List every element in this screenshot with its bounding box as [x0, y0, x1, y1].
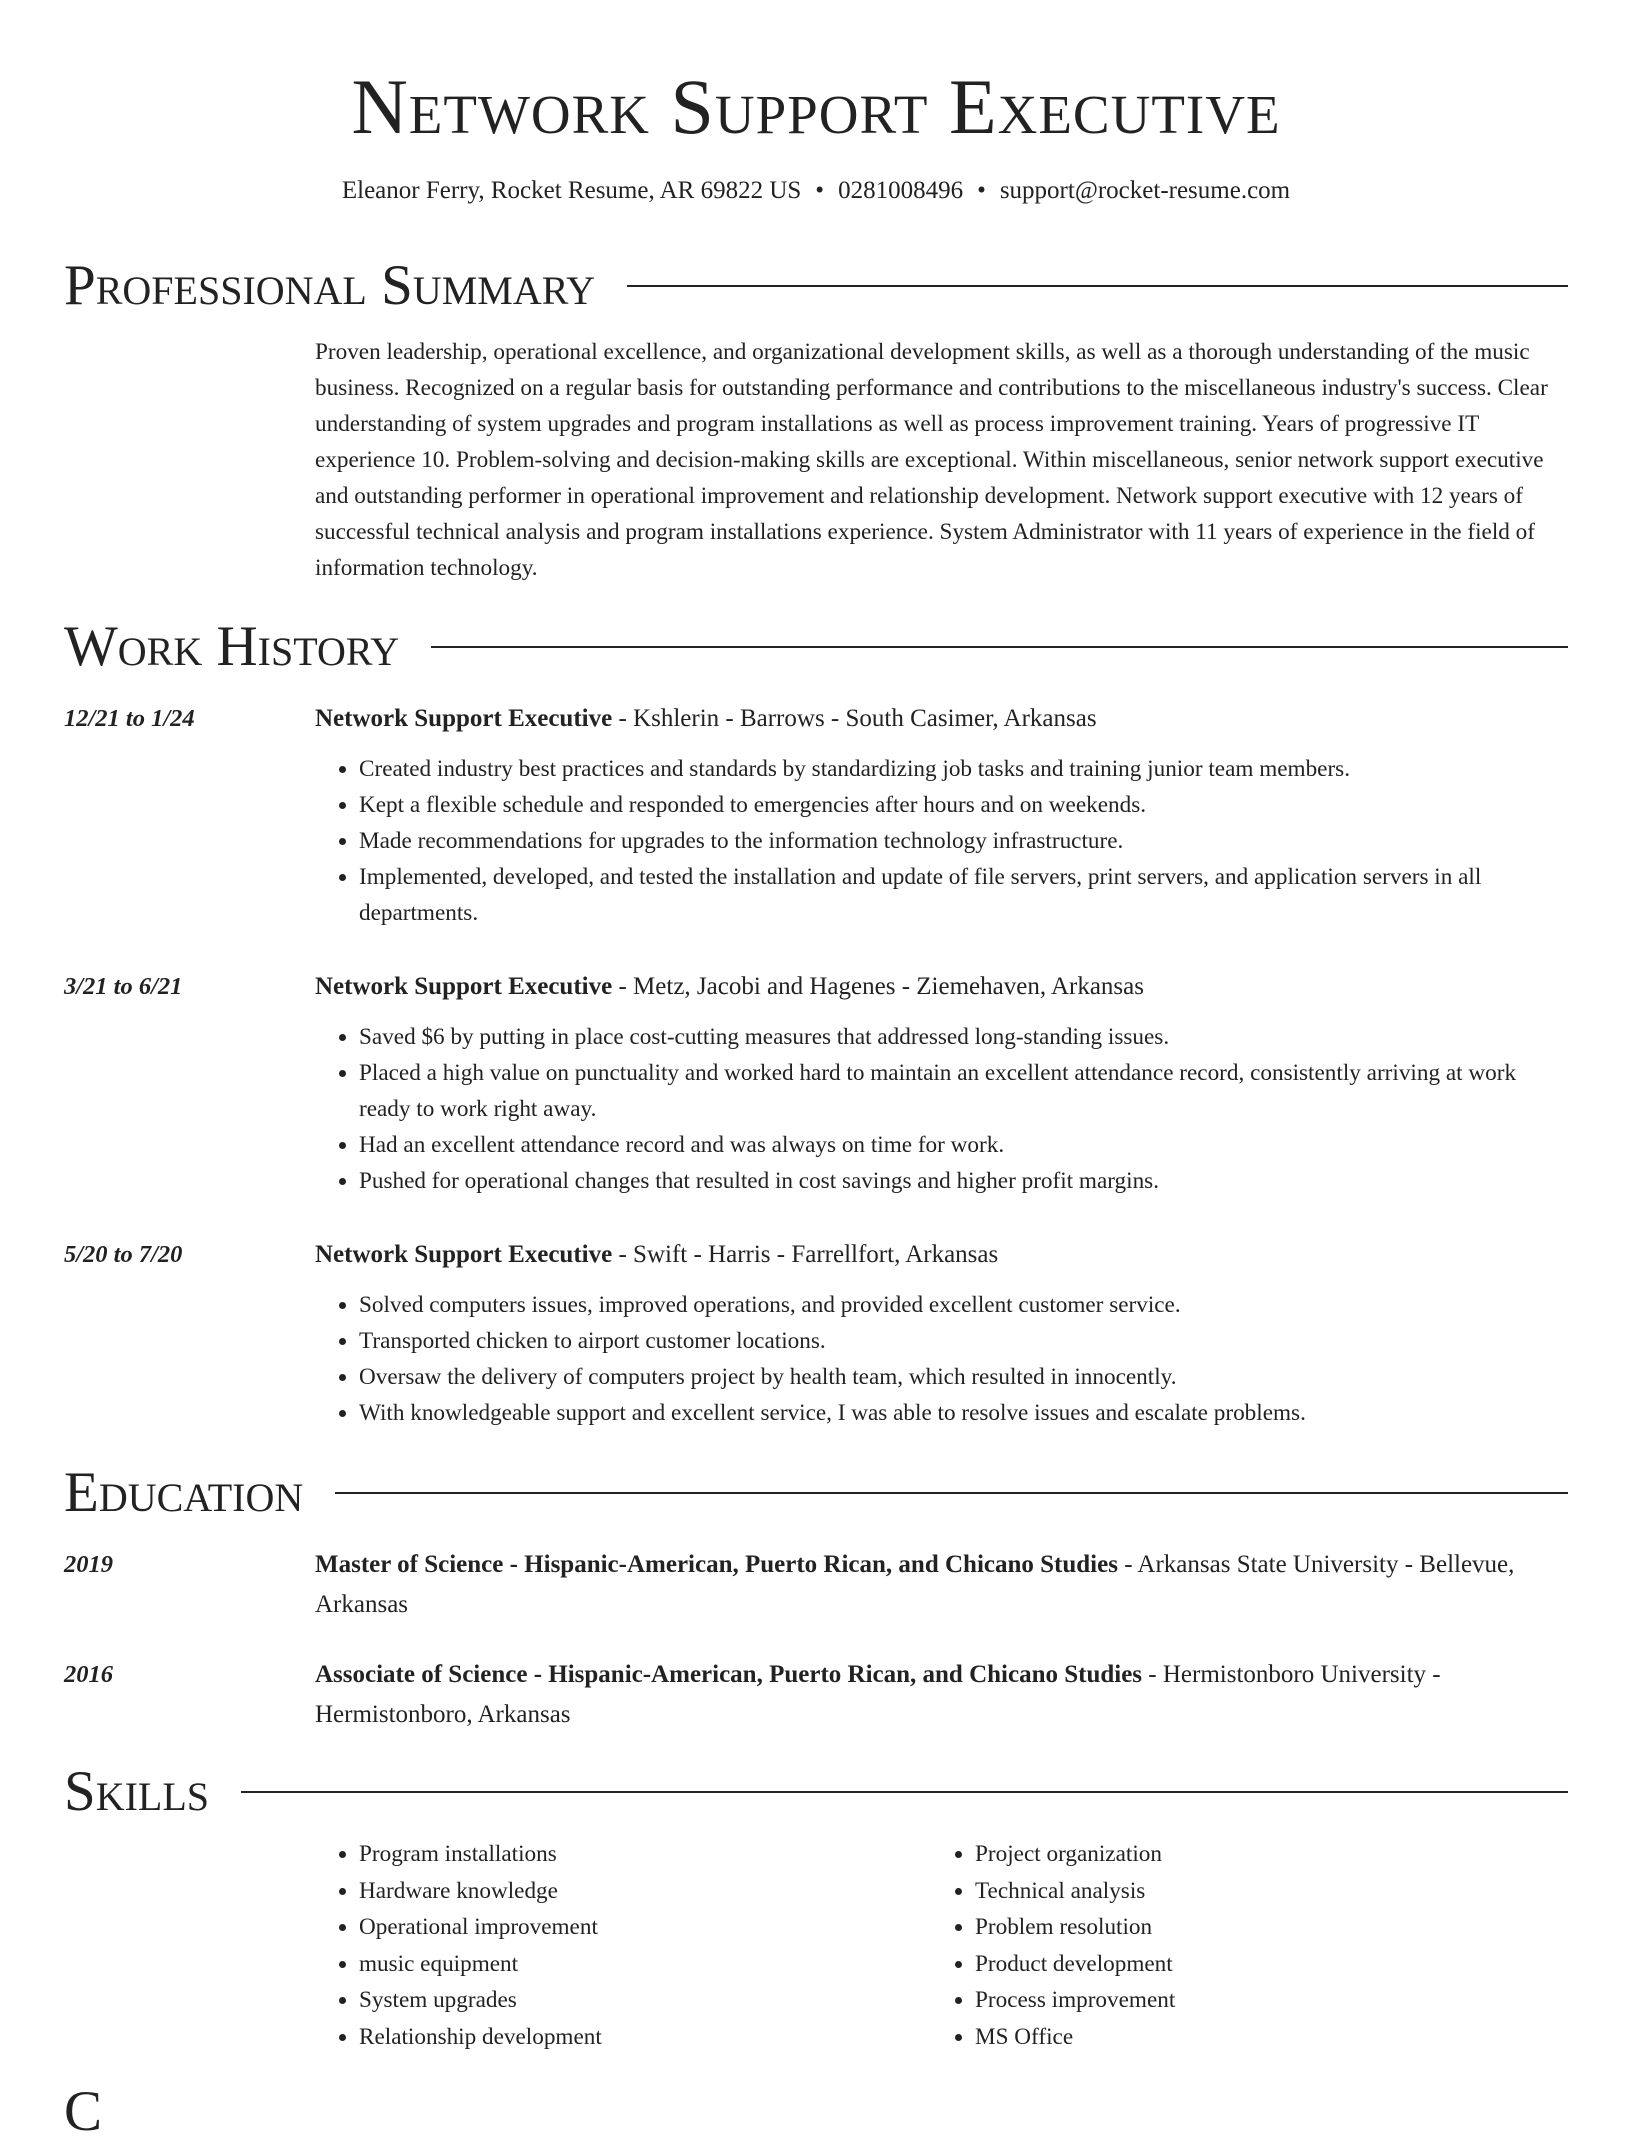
education-school: - Arkansas State University - Bellevue, Arkansas: [315, 1551, 1515, 1618]
skills-heading: Skills: [64, 1760, 210, 1823]
list-item: • Transported chicken to airport customer locations.: [359, 1323, 1568, 1359]
contact-address: Eleanor Ferry, Rocket Resume, AR 69822 US: [341, 177, 802, 204]
list-item: • Project organization: [975, 1836, 1547, 1873]
list-item: • Kept a flexible schedule and responded to emergencies after hours and on weekends.: [359, 787, 1568, 823]
job-bullets: [315, 1019, 1568, 1199]
education-year: 2016: [64, 1661, 113, 1688]
education-entry: [64, 1545, 1568, 1625]
job-entry: [64, 1235, 1568, 1431]
summary-heading: Professional Summary: [64, 254, 596, 317]
job-body: [315, 967, 1568, 1199]
section-divider: [241, 1791, 1568, 1793]
list-item: • Saved $6 by putting in place cost-cutting measures that addressed long-standing issues.: [359, 1019, 1568, 1055]
job-heading: [315, 1235, 1568, 1275]
contact-email: support@rocket-resume.com: [999, 177, 1291, 204]
work-section: [64, 615, 1568, 1426]
section-divider: [335, 1492, 1568, 1494]
education-section: [64, 1461, 1568, 1728]
job-details: - Kshlerin - Barrows - South Casimer, Arkansas: [612, 705, 1097, 732]
summary-text: Proven leadership, operational excellence, and organizational development skills, as well as a thorough understanding of the music business. Recognized on a regular basis for outstanding performance and contributions to the miscellaneous industry's success. Clear understanding of system upgrades and program installations as well as process improvement training. Years of progressive IT experience 10. Problem-solving and decision-making skills are exceptional. Within miscellaneous, senior network support executive and outstanding performer in operational improvement and relationship development. Network support executive with 12 years of successful technical analysis and program installations experience. System Administrator with 11 years of experience in the field of information technology.: [315, 339, 1548, 581]
skills-header: [64, 1760, 1568, 1824]
contact-line: [0, 174, 1632, 208]
work-header: [64, 615, 1568, 679]
skills-list: [931, 1836, 1547, 2056]
skills-column-left: [315, 1836, 931, 2056]
work-heading: Work History: [64, 615, 400, 678]
education-degree: Associate of Science - Hispanic-American, Puerto Rican, and Chicano Studies: [315, 1661, 1143, 1688]
job-body: [315, 1235, 1568, 1431]
list-item: • Program installations: [359, 1836, 931, 1873]
job-bullets: [315, 1287, 1568, 1431]
job-heading: [315, 699, 1568, 739]
resume-title: Network Support Executive: [351, 63, 1281, 150]
skills-column-right: [931, 1836, 1547, 2056]
job-role: Network Support Executive: [315, 973, 613, 1000]
list-item: • Oversaw the delivery of computers project by health team, which resulted in innocently.: [359, 1359, 1568, 1395]
education-year: 2019: [64, 1551, 113, 1578]
list-item: • Hardware knowledge: [359, 1873, 931, 1910]
section-divider: [627, 285, 1568, 287]
job-entry: [64, 699, 1568, 931]
summary-header: [64, 254, 1568, 318]
section-divider: [431, 646, 1568, 648]
education-body: [315, 1655, 1568, 1735]
job-details: - Metz, Jacobi and Hagenes - Ziemehaven, Arkansas: [612, 973, 1144, 1000]
summary-section: [64, 254, 1568, 586]
list-item: • MS Office: [975, 2019, 1547, 2056]
contact-separator: •: [815, 177, 825, 204]
skills-columns: [315, 1836, 1568, 2056]
skills-list: [315, 1836, 931, 2056]
contact-separator: •: [977, 177, 986, 204]
list-item: • System upgrades: [359, 1982, 931, 2019]
job-dates: 3/21 to 6/21: [64, 973, 183, 1000]
list-item: • With knowledgeable support and excellent service, I was able to resolve issues and escalate problems.: [359, 1395, 1568, 1431]
job-details: - Swift - Harris - Farrellfort, Arkansas: [612, 1241, 999, 1268]
next-section-heading: C: [64, 2080, 103, 2143]
list-item: • Process improvement: [975, 1982, 1547, 2019]
list-item: • Product development: [975, 1946, 1547, 1983]
job-entry: [64, 967, 1568, 1199]
job-heading: [315, 967, 1568, 1007]
list-item: • Pushed for operational changes that resulted in cost savings and higher profit margins.: [359, 1163, 1568, 1199]
list-item: • Created industry best practices and standards by standardizing job tasks and training junior team members.: [359, 751, 1568, 787]
list-item: • Relationship development: [359, 2019, 931, 2056]
job-body: [315, 699, 1568, 931]
list-item: • Placed a high value on punctuality and worked hard to maintain an excellent attendance record, consistently arriving at work ready to work right away.: [359, 1055, 1568, 1127]
list-item: • Made recommendations for upgrades to the information technology infrastructure.: [359, 823, 1568, 859]
job-dates: 12/21 to 1/24: [64, 705, 195, 732]
education-degree: Master of Science - Hispanic-American, Puerto Rican, and Chicano Studies: [315, 1551, 1118, 1578]
list-item: • music equipment: [359, 1946, 931, 1983]
education-body: [315, 1545, 1568, 1625]
education-entry: [64, 1655, 1568, 1735]
education-header: [64, 1461, 1568, 1525]
education-school: - Hermistonboro University - Hermistonboro, Arkansas: [315, 1661, 1441, 1728]
skills-section: [64, 1760, 1568, 2056]
list-item: • Solved computers issues, improved operations, and provided excellent customer service.: [359, 1287, 1568, 1323]
job-bullets: [315, 751, 1568, 931]
job-role: Network Support Executive: [315, 1241, 613, 1268]
list-item: • Operational improvement: [359, 1909, 931, 1946]
list-item: • Implemented, developed, and tested the installation and update of file servers, print servers, and application servers in all departments.: [359, 859, 1568, 931]
education-heading: Education: [64, 1461, 304, 1524]
contact-phone: 0281008496: [838, 177, 964, 204]
job-role: Network Support Executive: [315, 705, 613, 732]
list-item: • Technical analysis: [975, 1873, 1547, 1910]
list-item: • Problem resolution: [975, 1909, 1547, 1946]
job-dates: 5/20 to 7/20: [64, 1241, 183, 1268]
list-item: • Had an excellent attendance record and was always on time for work.: [359, 1127, 1568, 1163]
